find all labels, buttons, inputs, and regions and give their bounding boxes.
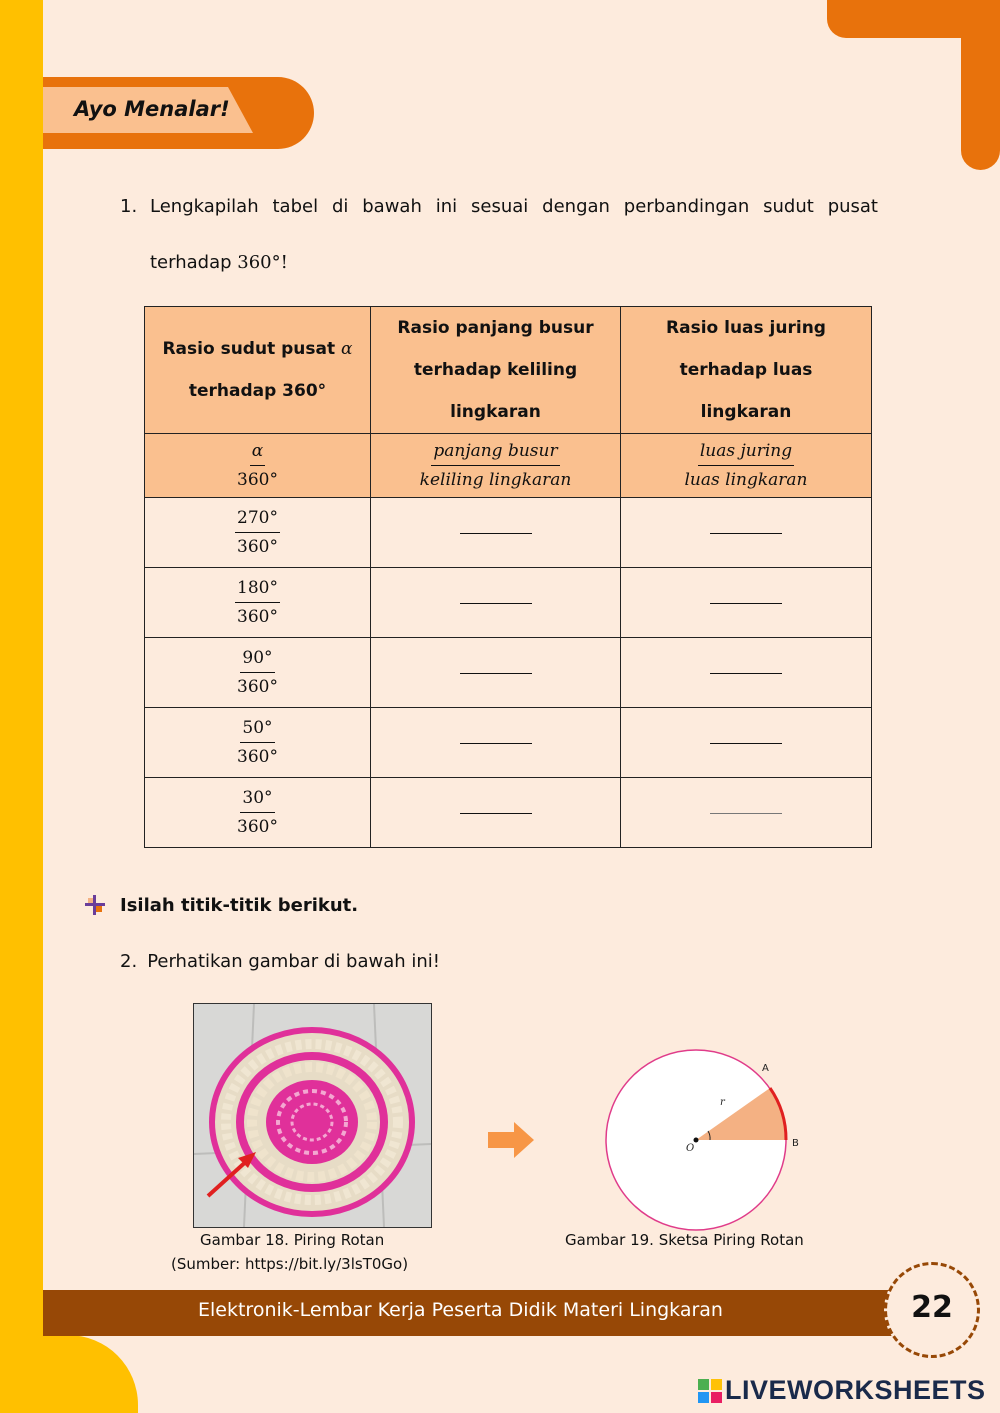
top-right-orange-vertical: [961, 0, 1000, 170]
formula-angle: $\frac{\alpha}{360^\circ}$: [235, 438, 280, 493]
photo-caption: Gambar 18. Piring Rotan: [200, 1231, 385, 1249]
arc-answer-blank[interactable]: [460, 743, 532, 744]
arc-answer-blank[interactable]: [460, 813, 532, 814]
table-row: [145, 498, 872, 568]
question-1-math: 360°!: [237, 252, 288, 273]
question-2: [120, 951, 440, 972]
angle-fraction: $\frac{180^\circ}{360^\circ}$: [235, 575, 280, 630]
watermark-text: LIVEWORKSHEETS: [725, 1375, 986, 1405]
arc-answer-blank[interactable]: [460, 603, 532, 604]
label-a: A: [762, 1063, 769, 1074]
arc-answer-blank[interactable]: [460, 533, 532, 534]
angle-fraction: $\frac{90^\circ}{360^\circ}$: [235, 645, 280, 700]
label-o: O: [686, 1143, 695, 1154]
angle-fraction: $\frac{270^\circ}{360^\circ}$: [235, 505, 280, 560]
table-row: [145, 708, 872, 778]
sector-answer-blank[interactable]: [710, 603, 782, 604]
sector-answer-blank[interactable]: [710, 533, 782, 534]
right-arrow-icon: [488, 1120, 536, 1160]
label-r: r: [720, 1097, 725, 1108]
header-arc-ratio: Rasio panjang busur terhadap keliling lingkaran: [371, 307, 621, 434]
formula-arc: $\frac{\text{panjang busur}}{\text{keliling lingkaran}}$: [418, 438, 574, 493]
sector-answer-blank[interactable]: [710, 673, 782, 674]
table-formula-row: [145, 434, 872, 498]
sketch-caption: Gambar 19. Sketsa Piring Rotan: [565, 1231, 804, 1249]
left-yellow-strip: [0, 0, 43, 1413]
table-row: [145, 638, 872, 708]
header-angle-ratio: Rasio sudut pusat α terhadap 360°: [145, 307, 371, 434]
header-sector-ratio: Rasio luas juring terhadap luas lingkaran: [621, 307, 872, 434]
liveworksheets-watermark: [698, 1375, 986, 1406]
sector-answer-blank[interactable]: [710, 743, 782, 744]
question-1-text-continued: terhadap 360°!: [150, 252, 288, 273]
bottom-left-yellow-shape: [0, 1335, 138, 1413]
question-1-number: 1.: [120, 196, 138, 217]
photo-source: (Sumber: https://bit.ly/3lsT0Go): [171, 1255, 409, 1273]
rattan-plate-photo: [193, 1003, 432, 1228]
angle-fraction: $\frac{30^\circ}{360^\circ}$: [235, 785, 280, 840]
question-1-text: Lengkapilah tabel di bawah ini sesuai dengan perbandingan sudut pusat: [150, 196, 878, 217]
arc-answer-blank[interactable]: [460, 673, 532, 674]
page-number: 22: [911, 1290, 953, 1325]
table-row: [145, 568, 872, 638]
instruction-text: Isilah titik-titik berikut.: [120, 894, 359, 916]
question-2-number: 2.: [120, 951, 138, 972]
sparkle-bullet-icon: [84, 894, 106, 916]
ratio-table: [144, 306, 872, 848]
plate-sketch-diagram: [598, 1045, 798, 1235]
banner-title: Ayo Menalar!: [74, 97, 230, 121]
instruction: [84, 894, 358, 916]
table-row: [145, 778, 872, 848]
question-2-text: Perhatikan gambar di bawah ini!: [147, 951, 441, 972]
angle-fraction: $\frac{50^\circ}{360^\circ}$: [235, 715, 280, 770]
table-header-row: [145, 307, 872, 434]
sector-answer-blank[interactable]: [710, 813, 782, 814]
footer-text: Elektronik-Lembar Kerja Peserta Didik Materi Lingkaran: [198, 1299, 723, 1321]
liveworksheets-logo-icon: [698, 1379, 722, 1403]
formula-sector: $\frac{\text{luas juring}}{\text{luas lingkaran}}$: [682, 438, 809, 493]
label-b: B: [792, 1138, 799, 1149]
